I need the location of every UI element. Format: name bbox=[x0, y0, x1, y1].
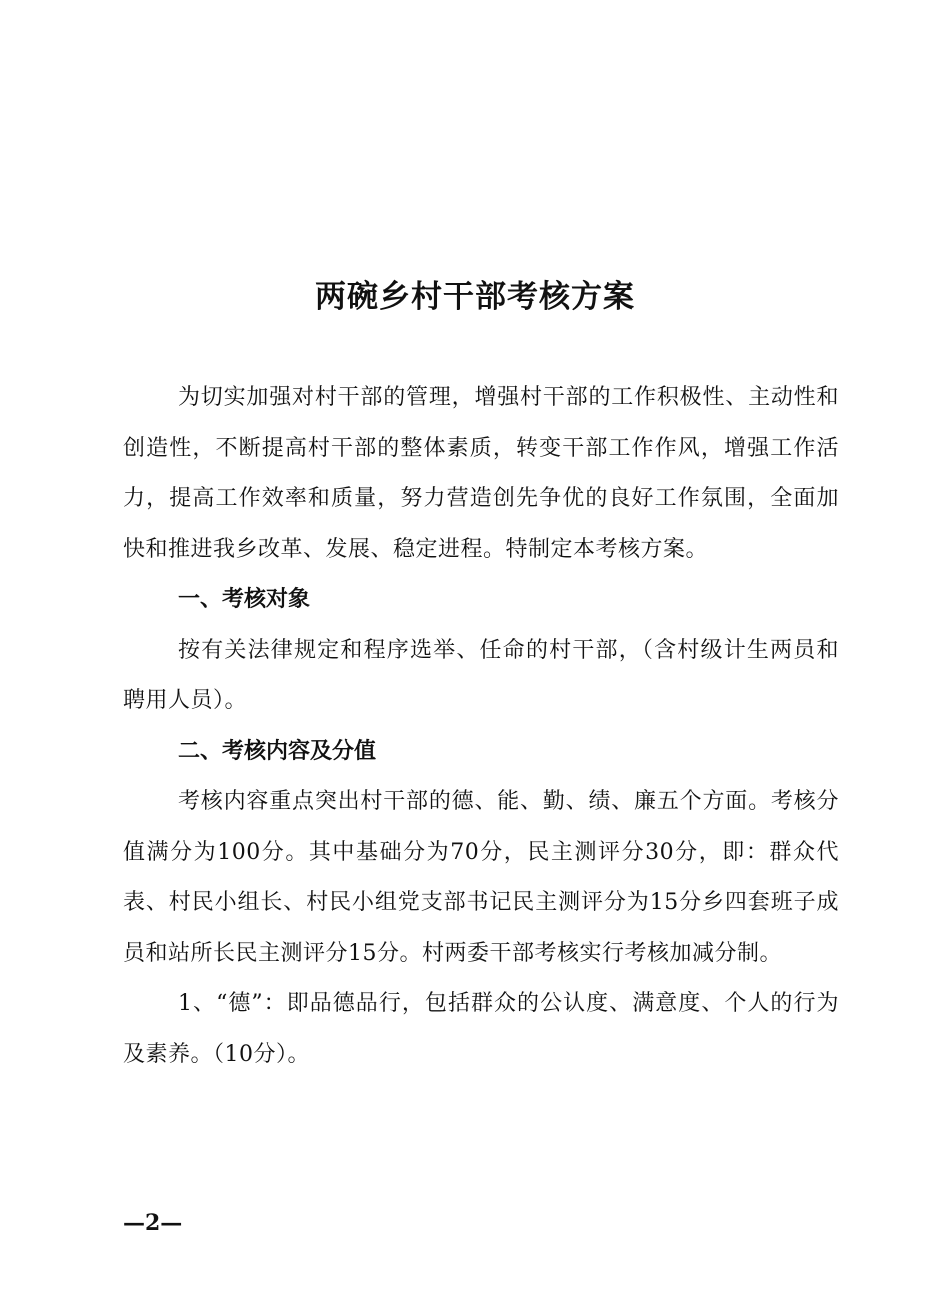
intro-paragraph: 为切实加强对村干部的管理，增强村干部的工作积极性、主动性和创造性，不断提高村干部的整体素质，转变干部工作作风，增强工作活力，提高工作效率和质量，努力营造创先争优的良好工作氛围，全面加快和推进我乡改革、发展、稳定进程。特制定本考核方案。 bbox=[123, 385, 839, 562]
item-paragraph-virtue: 1、“德”：即品德品行，包括群众的公认度、满意度、个人的行为及素养。（10分）。 bbox=[123, 991, 839, 1067]
section-paragraph-assessment-content: 考核内容重点突出村干部的德、能、勤、绩、廉五个方面。考核分值满分为100分。其中基础分为70分，民主测评分30分，即：群众代表、村民小组长、村民小组党支部书记民主测评分为15分乡四套班子成员和站所长民主测评分15分。村两委干部考核实行考核加减分制。 bbox=[123, 789, 839, 966]
document-body bbox=[123, 373, 839, 1080]
section-heading-assessment-content: 二、考核内容及分值 bbox=[178, 738, 377, 764]
document-title: 两碗乡村干部考核方案 bbox=[315, 279, 635, 315]
section-paragraph-assessment-targets: 按有关法律规定和程序选举、任命的村干部，（含村级计生两员和聘用人员）。 bbox=[123, 637, 839, 713]
section-heading-assessment-targets: 一、考核对象 bbox=[178, 587, 311, 612]
page-number: —2— bbox=[123, 1210, 183, 1236]
